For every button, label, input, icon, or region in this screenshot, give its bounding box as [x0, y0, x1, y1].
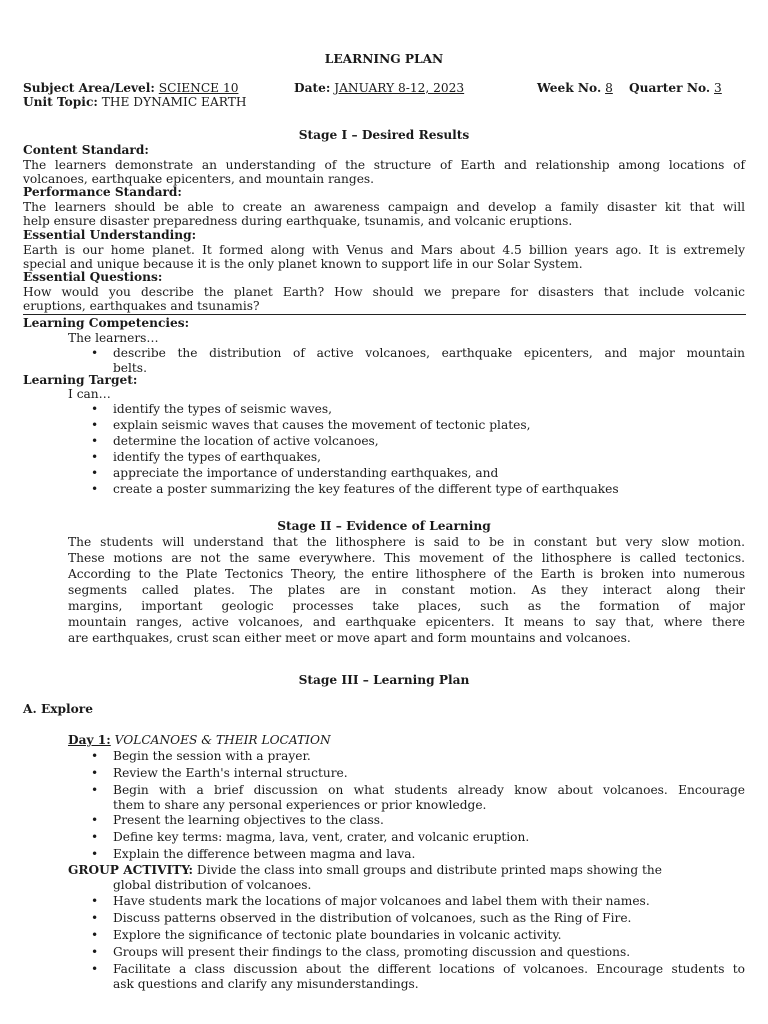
essential-understanding-label: Essential Understanding: — [23, 228, 197, 242]
bullet-icon: • — [91, 450, 99, 464]
week-field — [537, 81, 613, 96]
target-item — [91, 434, 379, 449]
learning-target-label: Learning Target: — [23, 373, 138, 387]
performance-standard-line-1: The learners should be able to create an awareness campaign and develop a family disaster kit that will — [23, 200, 745, 214]
day-bullet-text: them to share any personal experiences or prior knowledge. — [113, 798, 487, 812]
bullet-icon: • — [91, 402, 99, 416]
group-bullet — [91, 962, 745, 992]
day-bullet — [91, 830, 530, 845]
subject-row — [23, 81, 238, 96]
unit-topic-row — [23, 95, 246, 110]
stage3-title: Stage III – Learning Plan — [298, 673, 470, 687]
target-item — [91, 418, 531, 433]
day-bullet-text: Present the learning objectives to the class. — [113, 813, 384, 827]
target-item — [91, 450, 322, 465]
competencies-label: Learning Competencies: — [23, 316, 190, 330]
group-bullet — [91, 894, 650, 909]
section-divider — [23, 314, 746, 315]
bullet-icon: • — [91, 749, 99, 763]
target-text: identify the types of earthquakes, — [113, 450, 322, 464]
content-standard-line-1: The learners demonstrate an understanding of the structure of Earth and relationship among locations of — [23, 158, 745, 172]
performance-standard-label: Performance Standard: — [23, 185, 182, 199]
group-bullet-text: Facilitate a class discussion about the different locations of volcanoes. Encourage students to — [113, 962, 745, 976]
stage2-line: These motions are not the same everywhere. This movement of the lithosphere is called tectonics. — [68, 551, 745, 565]
bullet-icon: • — [91, 911, 99, 925]
day-topic: VOLCANOES & THEIR LOCATION — [114, 733, 331, 747]
essential-understanding-line-2: special and unique because it is the only planet known to support life in our Solar System. — [23, 257, 583, 271]
day-bullet-text: Define key terms: magma, lava, vent, crater, and volcanic eruption. — [113, 830, 530, 844]
day-bullet — [91, 813, 384, 828]
group-activity-text: Divide the class into small groups and distribute printed maps showing the — [196, 863, 662, 877]
day-bullet — [91, 847, 416, 862]
essential-questions-label: Essential Questions: — [23, 270, 163, 284]
target-text: identify the types of seismic waves, — [113, 402, 333, 416]
unit-label: Unit Topic: — [23, 95, 98, 109]
stage2-line: margins, important geologic processes take places, such as the formation of major — [68, 599, 745, 613]
essential-questions-line-2: eruptions, earthquakes and tsunamis? — [23, 299, 260, 313]
group-bullet-text: Discuss patterns observed in the distribution of volcanoes, such as the Ring of Fire. — [113, 911, 632, 925]
bullet-icon: • — [91, 847, 99, 861]
quarter-label: Quarter No. — [629, 81, 711, 95]
day-bullet — [91, 749, 311, 764]
target-item — [91, 466, 499, 481]
explore-heading: A. Explore — [23, 702, 93, 716]
stage1-title: Stage I – Desired Results — [298, 128, 470, 142]
stage2-title: Stage II – Evidence of Learning — [277, 519, 491, 533]
content-standard-label: Content Standard: — [23, 143, 149, 157]
competency-line-2: belts. — [113, 361, 147, 375]
week-value: 8 — [605, 81, 613, 95]
group-bullet-text: ask questions and clarify any misunderstandings. — [113, 977, 419, 991]
essential-questions-line-1: How would you describe the planet Earth? How should we prepare for disasters that include volcanic — [23, 285, 745, 299]
group-bullet-text: Have students mark the locations of major volcanoes and label them with their names. — [113, 894, 650, 908]
target-text: create a poster summarizing the key features of the different type of earthquakes — [113, 482, 619, 496]
group-bullet-text: Groups will present their findings to the class, promoting discussion and questions. — [113, 945, 631, 959]
performance-standard-line-2: help ensure disaster preparedness during earthquake, tsunamis, and volcanic eruptions. — [23, 214, 573, 228]
group-bullet — [91, 928, 562, 943]
content-standard-line-2: volcanoes, earthquake epicenters, and mountain ranges. — [23, 172, 375, 186]
bullet-icon: • — [91, 830, 99, 844]
bullet-icon: • — [91, 482, 99, 496]
group-bullet-text: Explore the significance of tectonic plate boundaries in volcanic activity. — [113, 928, 562, 942]
bullet-icon: • — [91, 346, 99, 360]
stage2-line: segments called plates. The plates are in constant motion. As they interact along their — [68, 583, 745, 597]
group-activity-text-2: global distribution of volcanoes. — [113, 878, 312, 892]
subject-label: Subject Area/Level: — [23, 81, 155, 95]
bullet-icon: • — [91, 418, 99, 432]
group-bullet — [91, 911, 632, 926]
day-bullet-text: Review the Earth's internal structure. — [113, 766, 348, 780]
date-field — [294, 81, 464, 96]
bullet-icon: • — [91, 434, 99, 448]
bullet-icon: • — [91, 813, 99, 827]
stage2-line: According to the Plate Tectonics Theory, the entire lithosphere of the Earth is broken into numerous — [68, 567, 745, 581]
day-bullet-text: Explain the difference between magma and lava. — [113, 847, 416, 861]
day-bullet-text: Begin the session with a prayer. — [113, 749, 311, 763]
competencies-intro: The learners… — [68, 331, 159, 345]
day-bullet-text: Begin with a brief discussion on what students already know about volcanoes. Encourage — [113, 783, 745, 797]
competency-line-1: describe the distribution of active volcanoes, earthquake epicenters, and major mountain — [113, 346, 745, 360]
group-bullet — [91, 945, 631, 960]
day-bullet — [91, 766, 348, 781]
document-title: LEARNING PLAN — [324, 52, 444, 66]
bullet-icon: • — [91, 945, 99, 959]
unit-value: THE DYNAMIC EARTH — [101, 95, 247, 109]
target-text: appreciate the importance of understanding earthquakes, and — [113, 466, 499, 480]
target-text: determine the location of active volcanoes, — [113, 434, 379, 448]
day-bullet — [91, 783, 745, 813]
day1-heading — [68, 733, 331, 748]
essential-understanding-line-1: Earth is our home planet. It formed along with Venus and Mars about 4.5 billion years ago. It is extremely — [23, 243, 745, 257]
date-label: Date: — [294, 81, 331, 95]
bullet-icon: • — [91, 894, 99, 908]
competency-item — [91, 346, 745, 376]
group-activity-label: GROUP ACTIVITY: — [68, 863, 194, 877]
bullet-icon: • — [91, 962, 99, 976]
bullet-icon: • — [91, 766, 99, 780]
week-label: Week No. — [537, 81, 602, 95]
bullet-icon: • — [91, 466, 99, 480]
subject-value: SCIENCE 10 — [158, 81, 239, 95]
stage2-line: are earthquakes, crust scan either meet or move apart and form mountains and volcanoes. — [68, 631, 631, 645]
date-value: JANUARY 8-12, 2023 — [334, 81, 465, 95]
day-label: Day 1: — [68, 733, 111, 747]
target-item — [91, 402, 333, 417]
group-activity — [68, 863, 745, 878]
target-text: explain seismic waves that causes the movement of tectonic plates, — [113, 418, 531, 432]
stage2-line: The students will understand that the lithosphere is said to be in constant but very slow motion. — [68, 535, 745, 549]
quarter-value: 3 — [714, 81, 722, 95]
learning-target-intro: I can… — [68, 387, 111, 401]
bullet-icon: • — [91, 928, 99, 942]
quarter-field — [629, 81, 722, 96]
bullet-icon: • — [91, 783, 99, 797]
target-item — [91, 482, 619, 497]
stage2-line: mountain ranges, active volcanoes, and earthquake epicenters. It means to say that, where there — [68, 615, 745, 629]
